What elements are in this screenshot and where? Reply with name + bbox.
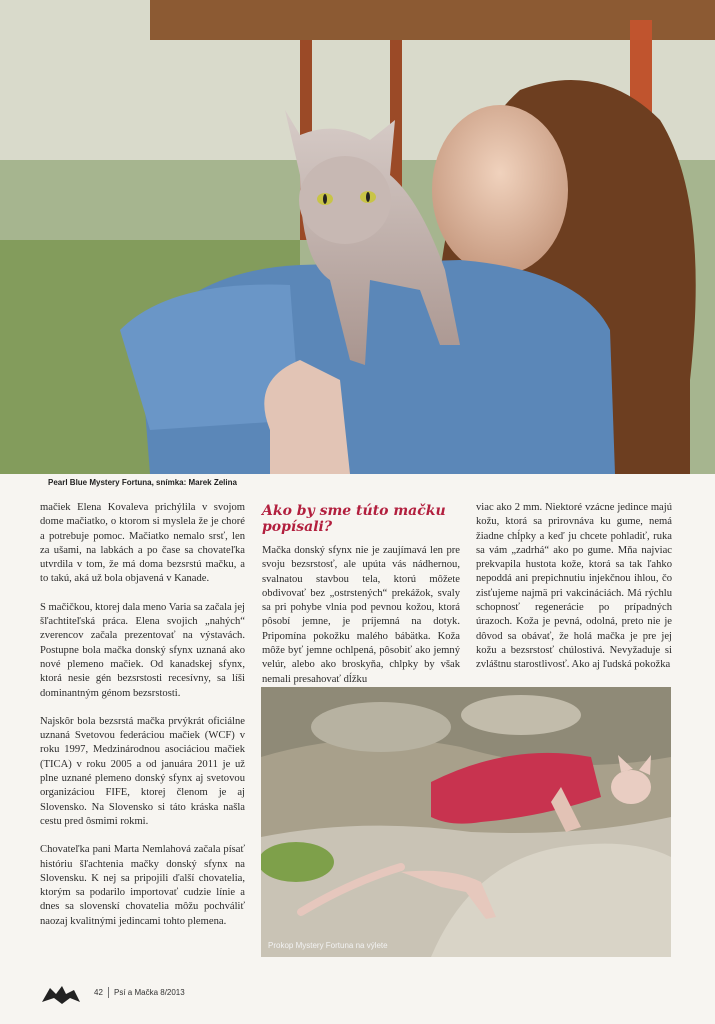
top-photo-caption: Pearl Blue Mystery Fortuna, snímka: Marek Zelina xyxy=(48,478,237,487)
article-paragraph: viac ako 2 mm. Niektoré vzácne jedince majú kožu, ktorá sa prirovnáva ku gume, nemá žiadne chĺpky a keď ju chcete pohladiť, ruka sa vám „zadrhá“ ako po gume. Mňa najviac prekvapila hustota kože, ktorá sa tak ľahko nepoddá ani prepichnutiu injekčnou ihlou, čo zisťujeme najmä pri vakcináciách. Má rýchlu schopnosť regenerácie po prípadných úrazoch. Koža je pevná, odolná, preto nie je dôvod sa obávať, že holá mačka je pre jej kožu a bezsrstosť chúlostivá. Nevyžaduje si zvláštnu starostlivosť. Ako aj ľudská pokožka xyxy=(476,502,672,671)
page-footer xyxy=(0,980,715,1010)
cat-dog-logo-icon xyxy=(40,982,82,1006)
article-left-column xyxy=(40,501,245,943)
article-paragraph: Chovateľka pani Marta Nemlahová začala písať históriu šľachtenia mačky donský sfynx na Slovensku. K nej sa pripojili ďalší chovatelia, ktorým sa podarilo importovať cudzie línie a dnes sa slovenskí chovatelia môžu pochváliť naozaj kvalitnými jedincami tohto plemena. xyxy=(40,844,245,927)
top-photo xyxy=(0,0,715,474)
article-paragraph: mačiek Elena Kovaleva prichýlila v svojom dome mačiatko, o ktorom si myslela že je choré a potrebuje pomoc. Mačiatko nemalo srsť, len za ušami, na labkách a po čase sa chovateľka utvrdila v tom, že má doma bezsrstú mačku, a to takú, aká už bola objavená v Kanade. xyxy=(40,502,245,585)
footer-divider xyxy=(108,987,109,998)
article-right-column xyxy=(476,501,672,687)
sphynx-cat-in-red-sweater-image xyxy=(261,687,671,957)
bottom-photo xyxy=(261,687,671,957)
article-middle-column xyxy=(262,544,460,701)
article-paragraph: Mačka donský sfynx nie je zaujímavá len pre svoju bezsrstosť, ale upúta vás nádhernou, svalnatou stavbou tela, ktorú môžete obdivovať bez „ostrstených“ prekážok, svaly sa pri pohybe vlnia pod pevnou kožou, ktorá pôsobí jemne, je príjemná na dotyk. Pripomína pokožku malého bábätka. Koža môže byť jemne ochlpená, pôsobiť ako jemný velúr, alebo ako broskyňa, chlpky by však nemali presahovať dĺžku xyxy=(262,545,460,685)
section-heading: Ako by sme túto mačku popísali? xyxy=(262,503,446,535)
article-paragraph: Najskôr bola bezsrstá mačka prvýkrát oficiálne uznaná Svetovou federáciou mačiek (WCF) v roku 1997, Medzinárodnou asociáciou mačiek (TICA) v roku 2005 a od januára 2011 je už plne uznané plemeno donský sfynx aj svetovou organizáciou FIFE, ktorej členom je aj Slovensko. Na Slovensko si táto kráska našla cestu pred ôsmimi rokmi. xyxy=(40,715,245,827)
woman-holding-sphynx-cat-image xyxy=(0,0,715,474)
article-paragraph: S mačičkou, ktorej dala meno Varia sa začala jej šľachtiteľská práca. Elena svojich „nahých“ zverencov začala prezentovať na výstavách. Postupne bola mačka donský sfynx uznaná ako nové plemeno mačiek. Od kanadskej sfynx, ktorá nesie gén bezsrstosti recesívny, sa líši dominantným génom bezsrstosti. xyxy=(40,601,245,699)
magazine-issue: Psí a Mačka 8/2013 xyxy=(114,988,185,997)
page-number: 42 xyxy=(94,988,103,997)
bottom-photo-caption: Prokop Mystery Fortuna na výlete xyxy=(268,941,388,950)
